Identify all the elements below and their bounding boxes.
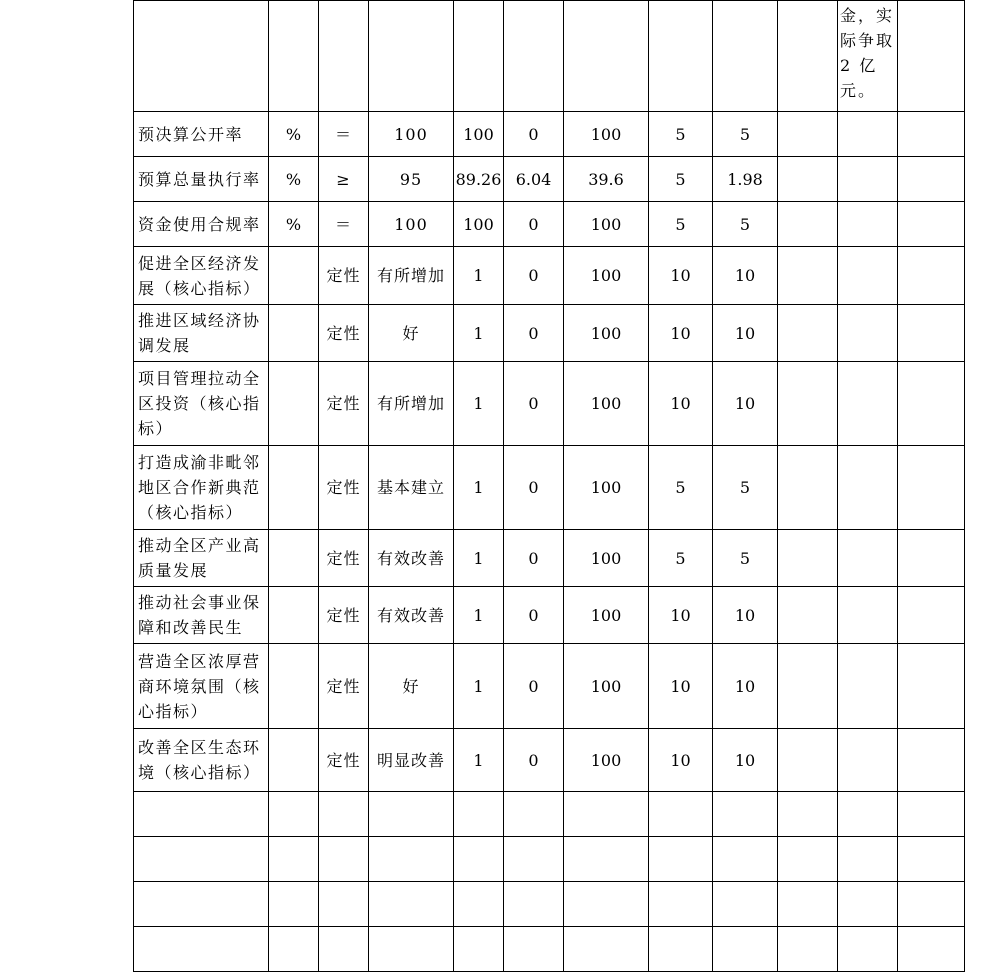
score-cell — [713, 792, 778, 837]
deviation-cell: 0 — [504, 112, 564, 157]
remark-cell — [838, 792, 898, 837]
blank-cell — [778, 837, 838, 882]
score-cell: 10 — [713, 644, 778, 729]
score-cell: 10 — [713, 305, 778, 362]
deviation-cell — [504, 882, 564, 927]
operator-cell: 定性 — [319, 362, 369, 446]
operator-cell: ＝ — [319, 112, 369, 157]
score-cell: 5 — [713, 112, 778, 157]
unit-cell — [269, 530, 319, 587]
operator-cell — [319, 1, 369, 112]
table-row — [134, 446, 965, 530]
remark-line: 金，实 — [840, 6, 895, 25]
target-value-cell — [369, 882, 454, 927]
blank-cell — [778, 530, 838, 587]
blank-cell — [778, 305, 838, 362]
operator-cell: ≥ — [319, 157, 369, 202]
table-row — [134, 1, 965, 112]
deviation-cell: 0 — [504, 362, 564, 446]
weight-score-cell — [649, 882, 713, 927]
remark-line: 际争取 — [840, 31, 895, 50]
operator-cell — [319, 882, 369, 927]
target-value-cell: 100 — [369, 112, 454, 157]
remark-line: 2 亿 — [840, 56, 878, 75]
target-value-cell: 好 — [369, 644, 454, 729]
score-cell: 5 — [713, 530, 778, 587]
indicator-name-cell: 打造成渝非毗邻地区合作新典范（核心指标） — [134, 446, 269, 530]
weight-score-cell: 10 — [649, 362, 713, 446]
blank-cell — [778, 446, 838, 530]
table-row — [134, 882, 965, 927]
deviation-cell: 0 — [504, 305, 564, 362]
indicator-name-cell: 推动社会事业保障和改善民生 — [134, 587, 269, 644]
unit-cell — [269, 362, 319, 446]
score-cell — [713, 882, 778, 927]
blank-cell — [898, 305, 965, 362]
remark-cell — [838, 202, 898, 247]
remark-cell — [838, 362, 898, 446]
indicator-name-cell: 推动全区产业高质量发展 — [134, 530, 269, 587]
table-row — [134, 247, 965, 305]
weight-score-cell: 5 — [649, 530, 713, 587]
indicator-name-cell: 项目管理拉动全区投资（核心指标） — [134, 362, 269, 446]
blank-cell — [898, 247, 965, 305]
operator-cell: 定性 — [319, 587, 369, 644]
operator-cell: 定性 — [319, 446, 369, 530]
target-value-cell: 100 — [369, 202, 454, 247]
indicator-name-cell: 预算总量执行率 — [134, 157, 269, 202]
operator-cell — [319, 927, 369, 972]
unit-cell: % — [269, 157, 319, 202]
completion-rate-cell: 100 — [564, 644, 649, 729]
blank-cell — [778, 882, 838, 927]
blank-cell — [778, 157, 838, 202]
remark-cell — [838, 530, 898, 587]
target-value-cell: 有所增加 — [369, 247, 454, 305]
table-body — [134, 1, 965, 972]
target-value-cell: 有效改善 — [369, 587, 454, 644]
indicator-name-cell: 资金使用合规率 — [134, 202, 269, 247]
deviation-cell: 0 — [504, 587, 564, 644]
indicator-name-cell — [134, 792, 269, 837]
operator-cell — [319, 837, 369, 882]
target-value-cell — [369, 837, 454, 882]
completion-rate-cell: 100 — [564, 247, 649, 305]
table-row — [134, 112, 965, 157]
remark-cell — [838, 587, 898, 644]
indicator-name-cell: 推进区域经济协调发展 — [134, 305, 269, 362]
deviation-cell — [504, 927, 564, 972]
actual-value-cell — [454, 1, 504, 112]
blank-cell — [898, 792, 965, 837]
deviation-cell: 0 — [504, 729, 564, 792]
score-cell: 1.98 — [713, 157, 778, 202]
weight-score-cell: 5 — [649, 446, 713, 530]
indicator-name-cell: 预决算公开率 — [134, 112, 269, 157]
blank-cell — [778, 644, 838, 729]
deviation-cell: 0 — [504, 247, 564, 305]
remark-line: 元。 — [840, 81, 877, 100]
completion-rate-cell: 100 — [564, 362, 649, 446]
performance-indicator-table-sheet — [133, 0, 964, 973]
completion-rate-cell — [564, 1, 649, 112]
remark-cell — [838, 157, 898, 202]
score-cell: 5 — [713, 202, 778, 247]
weight-score-cell: 10 — [649, 305, 713, 362]
score-cell — [713, 927, 778, 972]
table-row — [134, 305, 965, 362]
target-value-cell — [369, 792, 454, 837]
unit-cell — [269, 644, 319, 729]
actual-value-cell: 1 — [454, 530, 504, 587]
table-row — [134, 837, 965, 882]
indicator-name-cell — [134, 837, 269, 882]
weight-score-cell: 10 — [649, 587, 713, 644]
table-row — [134, 792, 965, 837]
blank-cell — [898, 157, 965, 202]
blank-cell — [898, 587, 965, 644]
operator-cell: 定性 — [319, 247, 369, 305]
target-value-cell — [369, 1, 454, 112]
actual-value-cell — [454, 837, 504, 882]
unit-cell — [269, 247, 319, 305]
blank-cell — [898, 1, 965, 112]
deviation-cell: 0 — [504, 202, 564, 247]
actual-value-cell: 100 — [454, 202, 504, 247]
indicator-name-cell: 营造全区浓厚营商环境氛围（核心指标） — [134, 644, 269, 729]
unit-cell: % — [269, 112, 319, 157]
remark-cell — [838, 927, 898, 972]
completion-rate-cell: 100 — [564, 202, 649, 247]
actual-value-cell: 1 — [454, 644, 504, 729]
indicator-name-cell — [134, 927, 269, 972]
unit-cell — [269, 305, 319, 362]
target-value-cell: 基本建立 — [369, 446, 454, 530]
weight-score-cell — [649, 927, 713, 972]
unit-cell — [269, 1, 319, 112]
score-cell: 5 — [713, 446, 778, 530]
actual-value-cell — [454, 927, 504, 972]
actual-value-cell: 1 — [454, 729, 504, 792]
unit-cell — [269, 927, 319, 972]
blank-cell — [778, 729, 838, 792]
completion-rate-cell: 100 — [564, 305, 649, 362]
table-row — [134, 362, 965, 446]
score-cell: 10 — [713, 362, 778, 446]
remark-cell — [838, 882, 898, 927]
blank-cell — [778, 112, 838, 157]
weight-score-cell: 10 — [649, 247, 713, 305]
actual-value-cell — [454, 882, 504, 927]
remark-cell — [838, 1, 898, 112]
operator-cell: 定性 — [319, 530, 369, 587]
blank-cell — [898, 112, 965, 157]
target-value-cell: 有效改善 — [369, 530, 454, 587]
unit-cell — [269, 792, 319, 837]
deviation-cell — [504, 1, 564, 112]
operator-cell: 定性 — [319, 644, 369, 729]
unit-cell — [269, 837, 319, 882]
score-cell — [713, 1, 778, 112]
performance-indicator-table — [133, 0, 965, 972]
completion-rate-cell: 100 — [564, 587, 649, 644]
score-cell: 10 — [713, 247, 778, 305]
blank-cell — [778, 927, 838, 972]
unit-cell — [269, 729, 319, 792]
unit-cell — [269, 587, 319, 644]
score-cell: 10 — [713, 729, 778, 792]
blank-cell — [898, 837, 965, 882]
actual-value-cell: 100 — [454, 112, 504, 157]
blank-cell — [778, 792, 838, 837]
table-row — [134, 530, 965, 587]
remark-cell — [838, 729, 898, 792]
target-value-cell: 明显改善 — [369, 729, 454, 792]
operator-cell: 定性 — [319, 305, 369, 362]
actual-value-cell — [454, 792, 504, 837]
blank-cell — [778, 247, 838, 305]
completion-rate-cell: 39.6 — [564, 157, 649, 202]
weight-score-cell: 10 — [649, 729, 713, 792]
indicator-name-cell — [134, 1, 269, 112]
blank-cell — [898, 202, 965, 247]
remark-cell — [838, 644, 898, 729]
actual-value-cell: 1 — [454, 587, 504, 644]
indicator-name-cell — [134, 882, 269, 927]
table-row — [134, 202, 965, 247]
weight-score-cell: 10 — [649, 644, 713, 729]
weight-score-cell — [649, 792, 713, 837]
blank-cell — [778, 587, 838, 644]
table-row — [134, 927, 965, 972]
deviation-cell: 6.04 — [504, 157, 564, 202]
actual-value-cell: 1 — [454, 247, 504, 305]
blank-cell — [898, 446, 965, 530]
weight-score-cell: 5 — [649, 112, 713, 157]
operator-cell: 定性 — [319, 729, 369, 792]
blank-cell — [778, 202, 838, 247]
remark-cell — [838, 305, 898, 362]
operator-cell — [319, 792, 369, 837]
blank-cell — [898, 729, 965, 792]
target-value-cell — [369, 927, 454, 972]
completion-rate-cell: 100 — [564, 112, 649, 157]
operator-cell: ＝ — [319, 202, 369, 247]
blank-cell — [898, 530, 965, 587]
completion-rate-cell — [564, 792, 649, 837]
table-row — [134, 644, 965, 729]
table-row — [134, 157, 965, 202]
indicator-name-cell: 促进全区经济发展（核心指标） — [134, 247, 269, 305]
actual-value-cell: 1 — [454, 362, 504, 446]
deviation-cell — [504, 792, 564, 837]
completion-rate-cell — [564, 927, 649, 972]
blank-cell — [898, 362, 965, 446]
indicator-name-cell: 改善全区生态环境（核心指标） — [134, 729, 269, 792]
remark-cell — [838, 446, 898, 530]
completion-rate-cell: 100 — [564, 446, 649, 530]
unit-cell: % — [269, 202, 319, 247]
completion-rate-cell — [564, 882, 649, 927]
remark-cell — [838, 112, 898, 157]
unit-cell — [269, 882, 319, 927]
target-value-cell: 95 — [369, 157, 454, 202]
unit-cell — [269, 446, 319, 530]
remark-cell — [838, 247, 898, 305]
deviation-cell: 0 — [504, 530, 564, 587]
blank-cell — [898, 882, 965, 927]
completion-rate-cell: 100 — [564, 729, 649, 792]
weight-score-cell: 5 — [649, 202, 713, 247]
actual-value-cell: 89.26 — [454, 157, 504, 202]
deviation-cell: 0 — [504, 644, 564, 729]
table-row — [134, 729, 965, 792]
weight-score-cell — [649, 1, 713, 112]
score-cell — [713, 837, 778, 882]
completion-rate-cell — [564, 837, 649, 882]
deviation-cell — [504, 837, 564, 882]
blank-cell — [778, 362, 838, 446]
weight-score-cell — [649, 837, 713, 882]
actual-value-cell: 1 — [454, 305, 504, 362]
target-value-cell: 好 — [369, 305, 454, 362]
blank-cell — [898, 644, 965, 729]
blank-cell — [898, 927, 965, 972]
weight-score-cell: 5 — [649, 157, 713, 202]
blank-cell — [778, 1, 838, 112]
actual-value-cell: 1 — [454, 446, 504, 530]
table-row — [134, 587, 965, 644]
score-cell: 10 — [713, 587, 778, 644]
completion-rate-cell: 100 — [564, 530, 649, 587]
target-value-cell: 有所增加 — [369, 362, 454, 446]
deviation-cell: 0 — [504, 446, 564, 530]
remark-cell — [838, 837, 898, 882]
